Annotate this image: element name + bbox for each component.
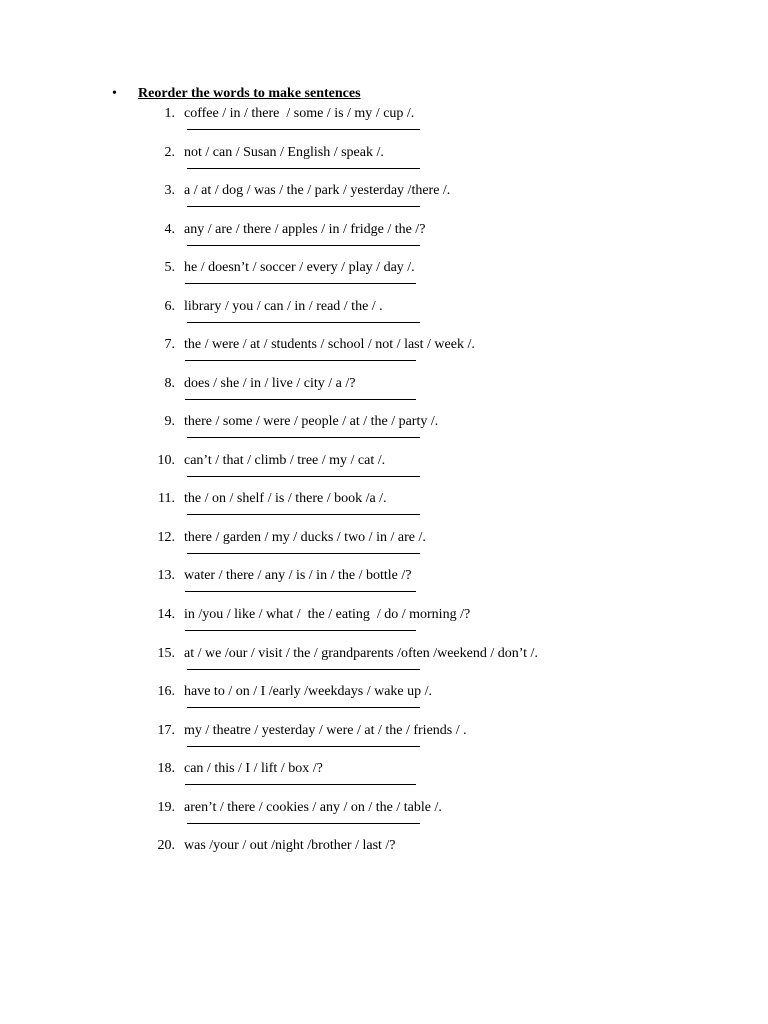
item-number: 3. bbox=[164, 183, 175, 198]
scrambled-sentence: water / there / any / is / in / the / bottle /? bbox=[184, 568, 412, 583]
scrambled-sentence: the / were / at / students / school / not / last / week /. bbox=[184, 337, 475, 352]
answer-line bbox=[187, 168, 420, 169]
scrambled-sentence: at / we /our / visit / the / grandparents /often /weekend / don’t /. bbox=[184, 646, 538, 661]
answer-line bbox=[185, 630, 416, 631]
exercise-item-18 bbox=[0, 761, 768, 800]
exercise-item-9 bbox=[0, 414, 768, 453]
item-number: 14. bbox=[157, 607, 175, 622]
scrambled-sentence: there / garden / my / ducks / two / in / are /. bbox=[184, 530, 426, 545]
answer-line bbox=[187, 437, 420, 438]
item-number: 12. bbox=[157, 530, 175, 545]
item-number: 11. bbox=[158, 491, 175, 506]
item-number: 13. bbox=[157, 568, 175, 583]
scrambled-sentence: my / theatre / yesterday / were / at / the / friends / . bbox=[184, 723, 467, 738]
exercise-item-12 bbox=[0, 530, 768, 569]
item-number: 10. bbox=[157, 453, 175, 468]
item-number: 5. bbox=[164, 260, 175, 275]
answer-line bbox=[187, 553, 420, 554]
item-number: 1. bbox=[164, 106, 175, 121]
answer-line bbox=[185, 784, 416, 785]
answer-line bbox=[187, 707, 420, 708]
answer-line bbox=[185, 283, 416, 284]
scrambled-sentence: coffee / in / there / some / is / my / cup /. bbox=[184, 106, 415, 121]
item-number: 20. bbox=[157, 838, 175, 853]
scrambled-sentence: can’t / that / climb / tree / my / cat /. bbox=[184, 453, 386, 468]
exercise-item-10 bbox=[0, 453, 768, 492]
answer-line bbox=[187, 206, 420, 207]
item-number: 17. bbox=[157, 723, 175, 738]
scrambled-sentence: a / at / dog / was / the / park / yesterday /there /. bbox=[184, 183, 451, 198]
answer-line bbox=[187, 823, 420, 824]
exercise-item-2 bbox=[0, 145, 768, 184]
exercise-item-7 bbox=[0, 337, 768, 376]
exercise-item-3 bbox=[0, 183, 768, 222]
exercise-item-13 bbox=[0, 568, 768, 607]
scrambled-sentence: was /your / out /night /brother / last /? bbox=[184, 838, 396, 853]
item-number: 4. bbox=[164, 222, 175, 237]
scrambled-sentence: have to / on / I /early /weekdays / wake up /. bbox=[184, 684, 433, 699]
exercise-item-17 bbox=[0, 723, 768, 762]
item-number: 8. bbox=[164, 376, 175, 391]
bullet-marker: • bbox=[112, 86, 117, 101]
scrambled-sentence: can / this / I / lift / box /? bbox=[184, 761, 323, 776]
scrambled-sentence: aren’t / there / cookies / any / on / the / table /. bbox=[184, 800, 442, 815]
item-number: 16. bbox=[157, 684, 175, 699]
answer-line bbox=[187, 322, 420, 323]
scrambled-sentence: not / can / Susan / English / speak /. bbox=[184, 145, 384, 160]
item-number: 19. bbox=[157, 800, 175, 815]
scrambled-sentence: in /you / like / what / the / eating / do / morning /? bbox=[184, 607, 471, 622]
answer-line bbox=[185, 399, 416, 400]
item-number: 6. bbox=[164, 299, 175, 314]
exercise-item-19 bbox=[0, 800, 768, 839]
exercise-item-14 bbox=[0, 607, 768, 646]
answer-line bbox=[187, 129, 420, 130]
answer-line bbox=[187, 245, 420, 246]
item-number: 18. bbox=[157, 761, 175, 776]
exercise-item-20 bbox=[0, 838, 768, 877]
answer-line bbox=[187, 514, 420, 515]
scrambled-sentence: any / are / there / apples / in / fridge / the /? bbox=[184, 222, 426, 237]
item-number: 2. bbox=[164, 145, 175, 160]
scrambled-sentence: the / on / shelf / is / there / book /a /. bbox=[184, 491, 387, 506]
answer-line bbox=[187, 746, 420, 747]
scrambled-sentence: library / you / can / in / read / the / . bbox=[184, 299, 383, 314]
exercise-item-1 bbox=[0, 106, 768, 145]
exercise-item-6 bbox=[0, 299, 768, 338]
exercise-item-16 bbox=[0, 684, 768, 723]
item-number: 9. bbox=[164, 414, 175, 429]
exercise-item-4 bbox=[0, 222, 768, 261]
answer-line bbox=[185, 591, 416, 592]
exercise-item-5 bbox=[0, 260, 768, 299]
scrambled-sentence: does / she / in / live / city / a /? bbox=[184, 376, 356, 391]
exercise-item-8 bbox=[0, 376, 768, 415]
exercise-item-15 bbox=[0, 646, 768, 685]
answer-line bbox=[185, 360, 416, 361]
exercise-item-11 bbox=[0, 491, 768, 530]
item-number: 15. bbox=[157, 646, 175, 661]
answer-line bbox=[187, 476, 420, 477]
answer-line bbox=[187, 669, 420, 670]
scrambled-sentence: there / some / were / people / at / the / party /. bbox=[184, 414, 439, 429]
item-number: 7. bbox=[164, 337, 175, 352]
worksheet-heading: Reorder the words to make sentences bbox=[138, 86, 361, 101]
scrambled-sentence: he / doesn’t / soccer / every / play / day /. bbox=[184, 260, 415, 275]
